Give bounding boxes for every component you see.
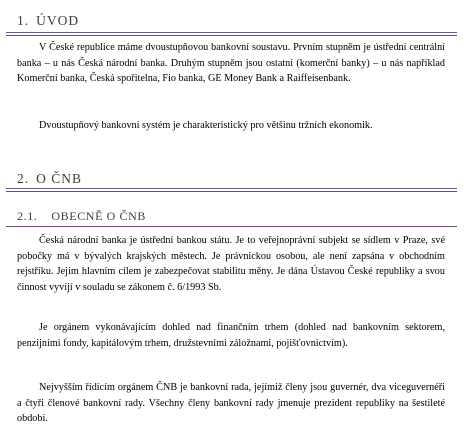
heading-number: 1. (17, 13, 30, 28)
heading-obecne-o-cnb (17, 209, 457, 223)
heading-title: OBECNĚ O ČNB (51, 209, 146, 223)
heading-number: 2.1. (17, 209, 38, 223)
paragraph-bank-board: Nejvyšším řídícím orgánem ČNB je bankovní rada, jejímiž členy jsou guvernér, dva viceguvernéři a čtyři členové bankovní rady. Všechny členy bankovní rady jmenuje prezident republiky na šestileté období. (17, 382, 445, 425)
paragraph-supervision: Je orgánem vykonávajícím dohled nad finančním trhem (dohled nad bankovním sektorem, penzijními fondy, kapitálovým trhem, družstevními záložnami, pojišťovnictvím). (17, 322, 445, 349)
heading-rule (6, 32, 457, 36)
heading-title: ÚVOD (36, 13, 80, 28)
heading-number: 2. (17, 171, 30, 186)
paragraph-cnb-definition: Česká národní banka je ústřední bankou státu. Je to veřejnoprávní subjekt se sídlem v Praze, své pobočky má v bývalých krajských městech. Je právnickou osobou, ale není zapsána v obchodním rejstříku. Jejím hlavním cílem je zabezpečovat stabilitu měny. Je dána Ústavou České republiky a svou činnost vyvíjí v souladu se zákonem č. 6/1993 Sb. (17, 235, 445, 293)
paragraph-intro: V České republice máme dvoustupňovou bankovní soustavu. Prvním stupněm je ústřední centrální banka – u nás Česká národní banka. Druhým stupněm jsou ostatní (komerční banky) – u nás například Komerční banka, Česká spořitelna, Fio banka, GE Money Bank a Raiffeisenbank. (17, 42, 445, 85)
heading-o-cnb (17, 171, 457, 187)
heading-title: O ČNB (36, 171, 83, 186)
subheading-rule (6, 226, 457, 227)
heading-uvod (17, 13, 457, 29)
heading-rule (6, 188, 457, 192)
paragraph-two-tier: Dvoustupňový bankovní systém je charakteristický pro většinu tržních ekonomik. (39, 120, 373, 131)
